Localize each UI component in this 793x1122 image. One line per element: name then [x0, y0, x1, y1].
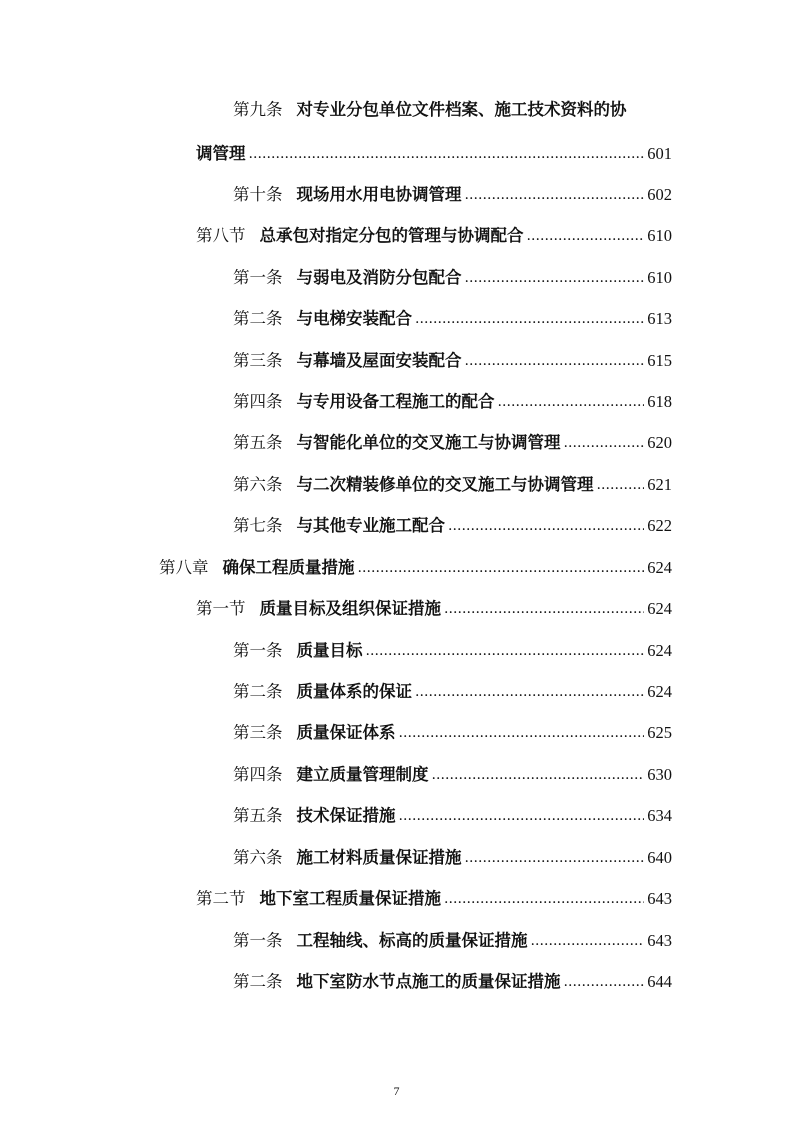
toc-entry-page: 621 — [647, 475, 672, 494]
toc-entry[interactable] — [233, 305, 672, 329]
toc-entry-title: 质量保证体系 — [296, 723, 396, 742]
toc-entry[interactable] — [233, 471, 672, 495]
leader-dots — [415, 682, 644, 702]
toc-entry-number: 第八节 — [196, 226, 246, 245]
toc-entry[interactable] — [196, 595, 672, 619]
toc-entry-number: 第七条 — [233, 516, 283, 535]
toc-entry[interactable] — [233, 844, 672, 868]
leader-dots — [415, 309, 644, 329]
toc-entry-title: 与电梯安装配合 — [296, 309, 412, 328]
leader-dots — [465, 848, 645, 868]
toc-entry-title: 确保工程质量措施 — [222, 558, 355, 577]
toc-entry-number: 第五条 — [233, 433, 283, 452]
toc-entry-page: 630 — [647, 765, 672, 784]
toc-entry[interactable] — [233, 181, 672, 205]
toc-entry-page: 622 — [647, 516, 672, 535]
toc-entry-title: 与幕墙及屋面安装配合 — [296, 351, 462, 370]
toc-entry[interactable] — [233, 719, 672, 743]
toc-entry-number: 第八章 — [159, 558, 209, 577]
toc-entry-page: 624 — [647, 558, 672, 577]
toc-entry-title: 质量目标 — [296, 641, 363, 660]
toc-entry-number: 第四条 — [233, 392, 283, 411]
leader-dots — [249, 144, 645, 164]
toc-entry-page: 624 — [647, 641, 672, 660]
toc-entry-number: 第一节 — [196, 599, 246, 618]
toc-entry[interactable] — [233, 429, 672, 453]
toc-entry-title: 与其他专业施工配合 — [296, 516, 445, 535]
toc-entry-page: 640 — [647, 848, 672, 867]
toc-entry[interactable] — [233, 388, 672, 412]
toc-entry[interactable] — [233, 512, 672, 536]
toc-entry[interactable] — [196, 885, 672, 909]
toc-entry-title: 对专业分包单位文件档案、施工技术资料的协 — [296, 100, 627, 119]
toc-entry-title: 建立质量管理制度 — [296, 765, 429, 784]
toc-entry-number: 第六条 — [233, 848, 283, 867]
page-footer-number: 7 — [393, 1084, 400, 1098]
toc-entry-chapter[interactable] — [159, 554, 672, 578]
toc-entry[interactable] — [233, 347, 672, 371]
toc-entry-number: 第九条 — [233, 100, 283, 119]
toc-entry-page: 643 — [647, 931, 672, 950]
leader-dots — [564, 433, 645, 453]
toc-entry-number: 第一条 — [233, 268, 283, 287]
toc-entry-title: 工程轴线、标高的质量保证措施 — [296, 931, 528, 950]
toc-entry-title: 地下室防水节点施工的质量保证措施 — [296, 972, 561, 991]
toc-entry-wrapped-line2[interactable] — [196, 140, 672, 164]
leader-dots — [444, 889, 644, 909]
toc-entry[interactable] — [233, 927, 672, 951]
leader-dots — [399, 723, 645, 743]
toc-entry-title-continued: 调管理 — [196, 144, 246, 163]
toc-entry[interactable] — [233, 637, 672, 661]
toc-entry-number: 第六条 — [233, 475, 283, 494]
toc-entry-page: 624 — [647, 682, 672, 701]
toc-entry-number: 第二条 — [233, 972, 283, 991]
toc-entry-page: 602 — [647, 185, 672, 204]
toc-entry-page: 644 — [647, 972, 672, 991]
toc-entry-title: 与二次精装修单位的交叉施工与协调管理 — [296, 475, 594, 494]
toc-entry[interactable] — [233, 802, 672, 826]
toc-entry-number: 第三条 — [233, 723, 283, 742]
leader-dots — [527, 226, 645, 246]
leader-dots — [531, 931, 645, 951]
toc-entry-title: 地下室工程质量保证措施 — [259, 889, 441, 908]
leader-dots — [465, 268, 645, 288]
toc-entry-number: 第二条 — [233, 309, 283, 328]
toc-entry-page: 625 — [647, 723, 672, 742]
leader-dots — [498, 392, 645, 412]
toc-entry-title: 与专用设备工程施工的配合 — [296, 392, 495, 411]
toc-entry-number: 第一条 — [233, 641, 283, 660]
toc-entry-page: 643 — [647, 889, 672, 908]
toc-entry-wrapped-line1[interactable] — [233, 100, 673, 120]
toc-entry-page: 618 — [647, 392, 672, 411]
toc-entry-page: 634 — [647, 806, 672, 825]
toc-entry[interactable] — [233, 761, 672, 785]
toc-entry-page: 601 — [647, 144, 672, 163]
toc-entry-page: 615 — [647, 351, 672, 370]
toc-entry-number: 第五条 — [233, 806, 283, 825]
leader-dots — [399, 806, 645, 826]
toc-entry-title: 质量体系的保证 — [296, 682, 412, 701]
leader-dots — [465, 185, 645, 205]
leader-dots — [465, 351, 645, 371]
toc-entry-number: 第二条 — [233, 682, 283, 701]
toc-entry[interactable] — [233, 968, 672, 992]
toc-entry[interactable] — [233, 678, 672, 702]
leader-dots — [444, 599, 644, 619]
toc-entry-title: 技术保证措施 — [296, 806, 396, 825]
leader-dots — [358, 558, 645, 578]
leader-dots — [432, 765, 645, 785]
toc-entry-number: 第一条 — [233, 931, 283, 950]
toc-entry-title: 与弱电及消防分包配合 — [296, 268, 462, 287]
toc-entry-title: 现场用水用电协调管理 — [296, 185, 462, 204]
leader-dots — [366, 641, 645, 661]
leader-dots — [564, 972, 645, 992]
toc-entry-page: 620 — [647, 433, 672, 452]
toc-entry-number: 第十条 — [233, 185, 283, 204]
toc-entry-page: 624 — [647, 599, 672, 618]
toc-entry-number: 第二节 — [196, 889, 246, 908]
toc-entry[interactable] — [196, 222, 672, 246]
toc-entry-page: 610 — [647, 226, 672, 245]
toc-entry-page: 613 — [647, 309, 672, 328]
toc-entry-title: 质量目标及组织保证措施 — [259, 599, 441, 618]
toc-entry-title: 与智能化单位的交叉施工与协调管理 — [296, 433, 561, 452]
leader-dots — [597, 475, 645, 495]
toc-entry-number: 第三条 — [233, 351, 283, 370]
toc-entry[interactable] — [233, 264, 672, 288]
toc-entry-page: 610 — [647, 268, 672, 287]
leader-dots — [448, 516, 644, 536]
toc-entry-title: 施工材料质量保证措施 — [296, 848, 462, 867]
toc-entry-title: 总承包对指定分包的管理与协调配合 — [259, 226, 524, 245]
toc-entry-number: 第四条 — [233, 765, 283, 784]
